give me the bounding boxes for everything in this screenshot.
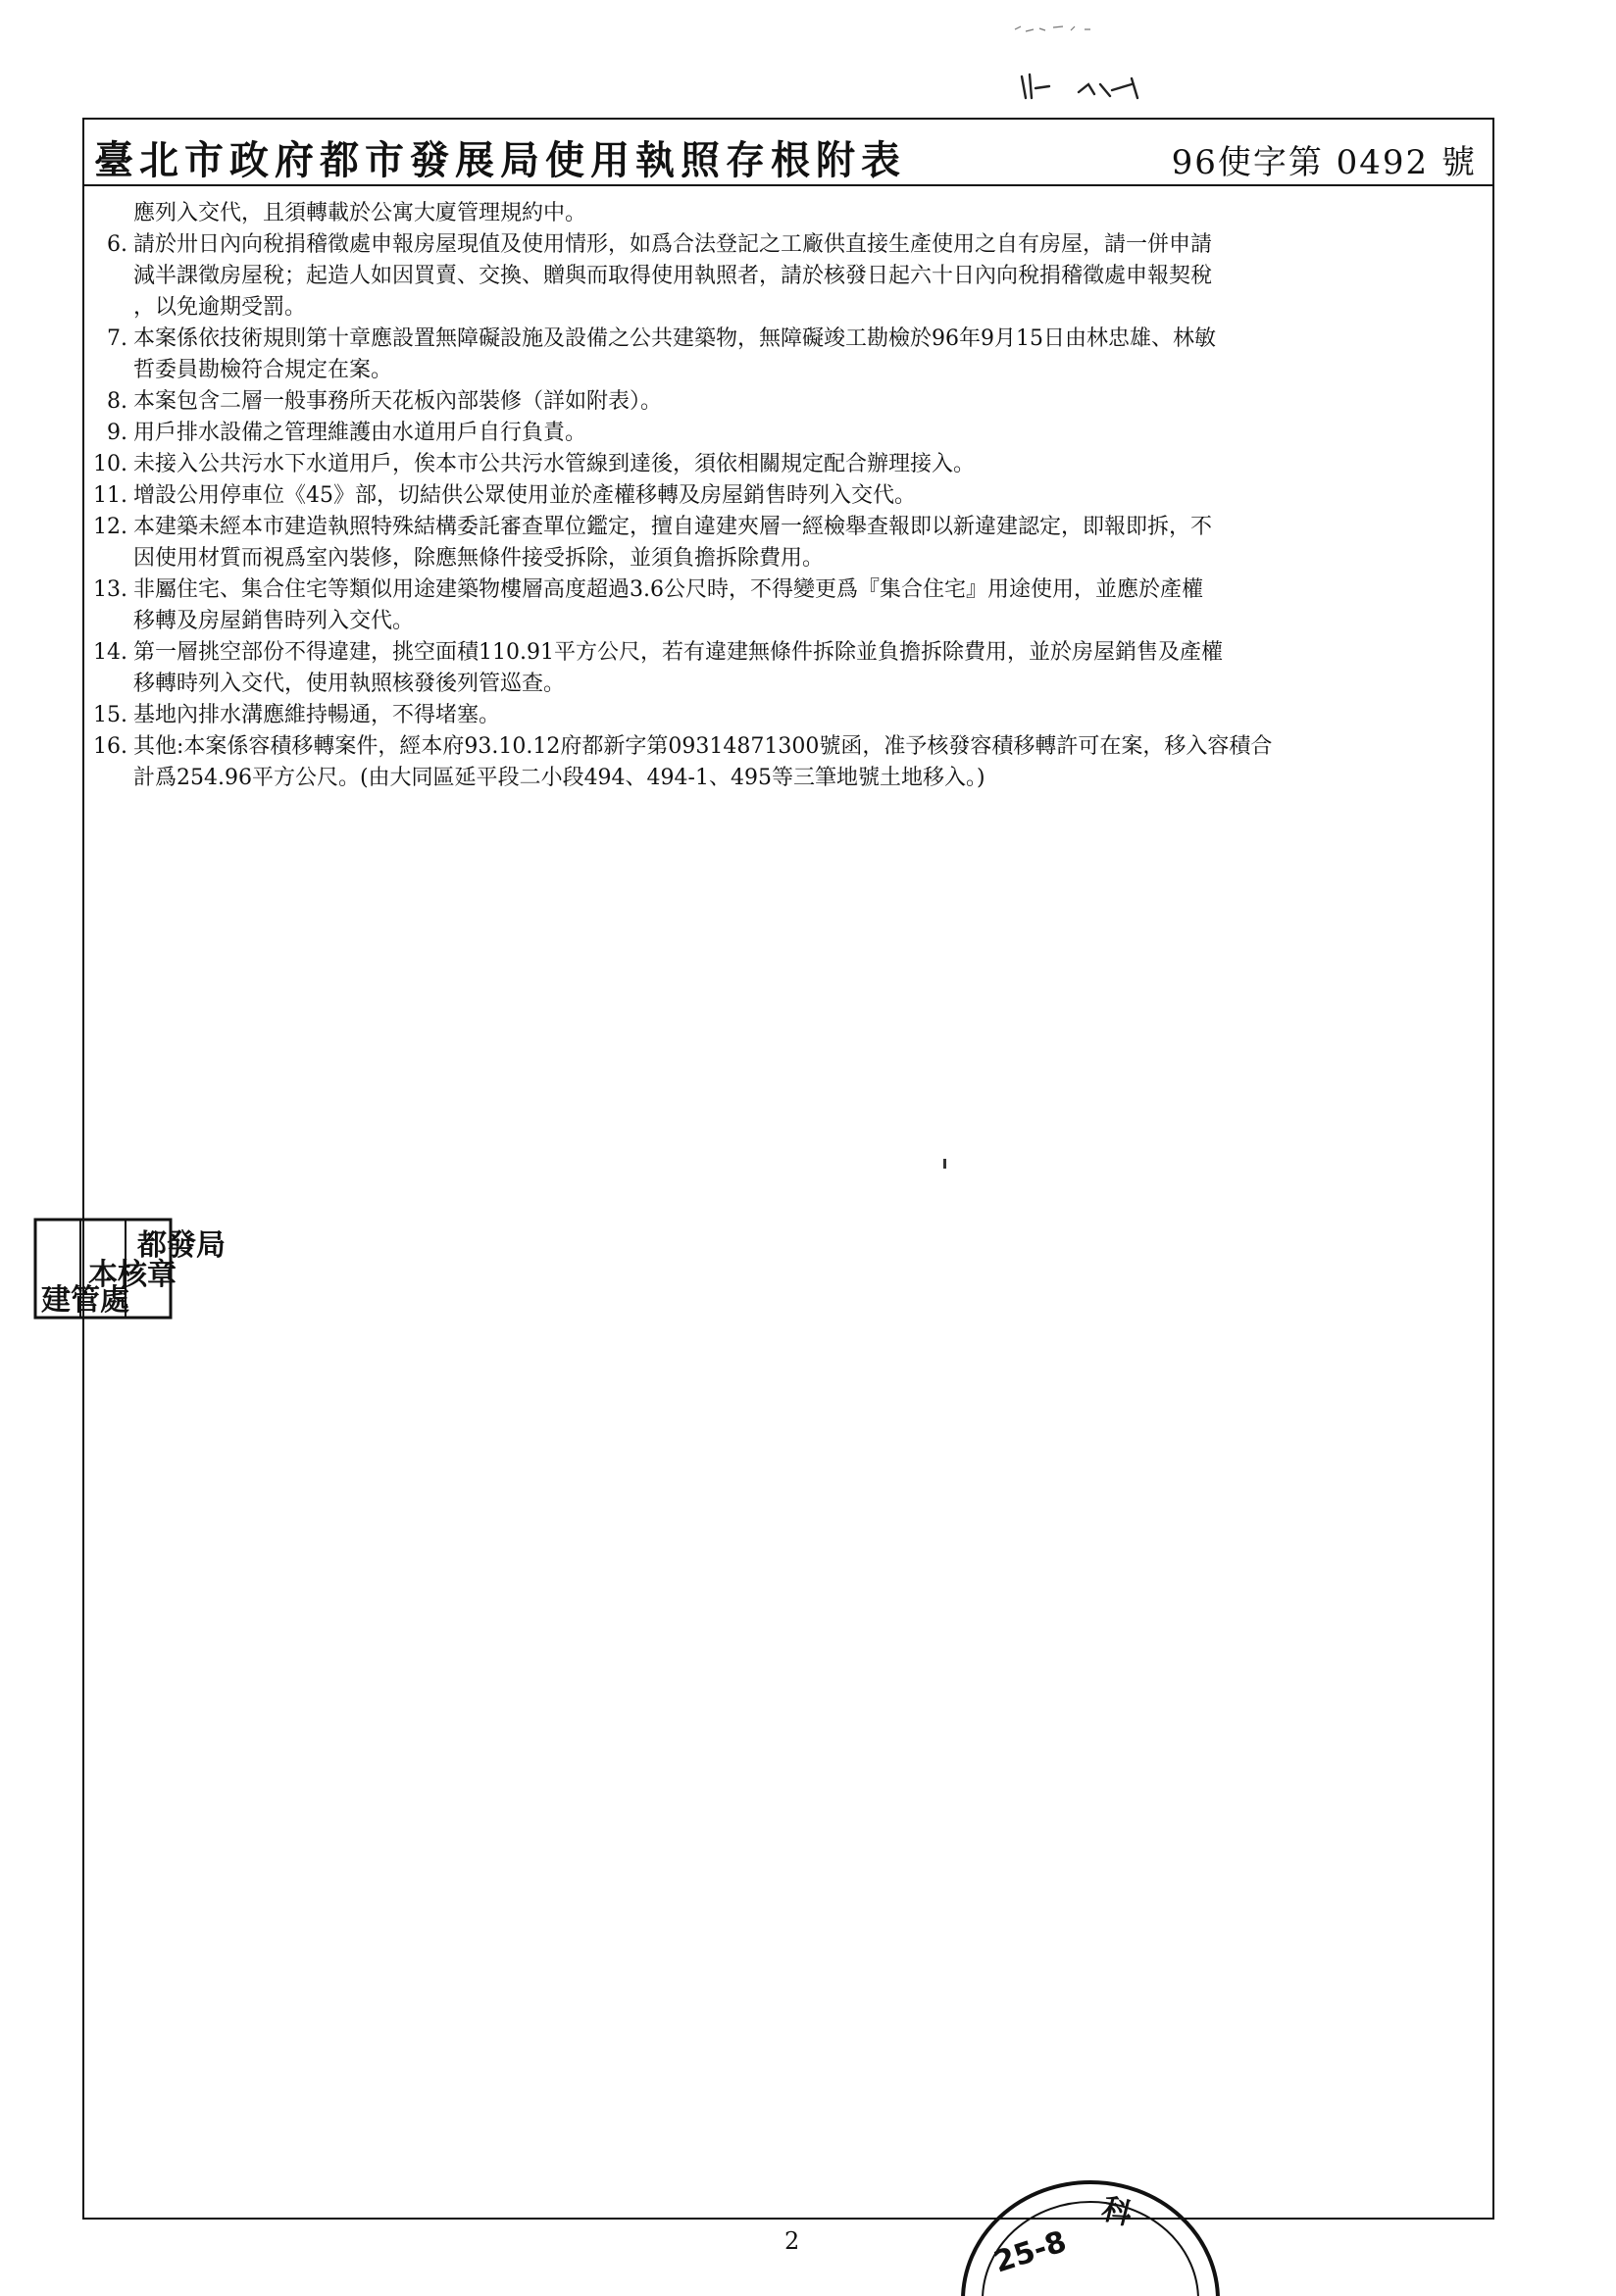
item-number: 15. bbox=[93, 703, 127, 727]
item-number: 9. bbox=[107, 421, 127, 445]
item-number: 8. bbox=[107, 389, 127, 414]
seal-text: 25-8 bbox=[989, 2224, 1071, 2280]
svg-text:25-8 bbox=[990, 2224, 1071, 2279]
item-number: 10. bbox=[93, 452, 127, 476]
item-line: 計爲254.96平方公尺。(由大同區延平段二小段494、494-1、495等三筆地號土地移入。) bbox=[133, 766, 985, 790]
item-line: 請於卅日內向稅捐稽徵處申報房屋現值及使用情形，如爲合法登記之工廠供直接生產使用之自有房屋，請一併申請 bbox=[133, 232, 1213, 257]
item-number: 16. bbox=[93, 734, 127, 759]
item-number: 12. bbox=[93, 515, 127, 539]
svg-text:科 bbox=[1098, 2192, 1136, 2232]
item-number: 7. bbox=[107, 326, 127, 351]
item-line: 未接入公共污水下水道用戶，俟本市公共污水管線到達後，須依相關規定配合辦理接入。 bbox=[133, 452, 976, 476]
seal-char-column: 本核章 bbox=[88, 1258, 177, 1292]
seal-char-column: 都發局 bbox=[137, 1228, 226, 1263]
item-line: 因使用材質而視爲室內裝修，除應無條件接受拆除，並須負擔拆除費用。 bbox=[133, 546, 825, 571]
continuation-text: 應列入交代，且須轉載於公寓大廈管理規約中。 bbox=[133, 201, 587, 225]
list-item-13 bbox=[84, 574, 1492, 637]
item-line: 基地內排水溝應維持暢通，不得堵塞。 bbox=[133, 703, 501, 727]
title-row bbox=[84, 120, 1492, 186]
list-item-7 bbox=[84, 324, 1492, 386]
item-number: 11. bbox=[93, 483, 127, 508]
list-item-10 bbox=[84, 449, 1492, 480]
item-line: 移轉及房屋銷售時列入交代。 bbox=[133, 609, 415, 633]
list-item-6 bbox=[84, 229, 1492, 324]
svg-text:建管處 bbox=[41, 1283, 129, 1318]
list-item-14 bbox=[84, 637, 1492, 700]
item-line: 其他:本案係容積移轉案件，經本府93.10.12府都新字第09314871300號函，准予核發容積移轉許可在案，移入容積合 bbox=[133, 734, 1273, 759]
list-item-15 bbox=[84, 700, 1492, 731]
list-item-12 bbox=[84, 512, 1492, 574]
page-number: 2 bbox=[784, 2227, 800, 2255]
item-line: ，以免逾期受罰。 bbox=[133, 295, 307, 320]
handwritten-marks bbox=[1010, 20, 1177, 114]
list-item-16 bbox=[84, 731, 1492, 794]
official-seal-stamp bbox=[29, 1216, 226, 1323]
item-line: 移轉時列入交代，使用執照核發後列管巡查。 bbox=[133, 672, 566, 696]
round-seal-stamp bbox=[953, 2163, 1208, 2292]
list-item-8 bbox=[84, 386, 1492, 418]
item-number: 14. bbox=[93, 640, 127, 665]
item-line: 非屬住宅、集合住宅等類似用途建築物樓層高度超過3.6公尺時，不得變更爲『集合住宅』用途使用，並應於產權 bbox=[133, 577, 1203, 602]
item-number: 13. bbox=[93, 577, 127, 602]
list-item-9 bbox=[84, 418, 1492, 449]
seal-char-column: 建管處 bbox=[41, 1283, 129, 1318]
item-line: 減半課徵房屋稅；起造人如因買賣、交換、贈與而取得使用執照者，請於核發日起六十日內向稅捐稽徵處申報契稅 bbox=[133, 264, 1213, 288]
seal-text: 科 bbox=[1098, 2191, 1136, 2233]
item-line: 第一層挑空部份不得違建，挑空面積110.91平方公尺，若有違建無條件拆除並負擔拆除費用，並於房屋銷售及產權 bbox=[133, 640, 1223, 665]
item-line: 用戶排水設備之管理維護由水道用戶自行負責。 bbox=[133, 421, 587, 445]
document-title: 臺北市政府都市發展局使用執照存根附表 bbox=[94, 137, 906, 183]
item-number: 6. bbox=[107, 232, 127, 257]
item-line: 增設公用停車位《45》部，切結供公眾使用並於產權移轉及房屋銷售時列入交代。 bbox=[133, 483, 916, 508]
permit-number: 96使字第 0492 號 bbox=[1171, 143, 1477, 182]
conditions-list bbox=[84, 198, 1492, 794]
item-line: 本案包含二層一般事務所天花板內部裝修（詳如附表）。 bbox=[133, 389, 663, 414]
list-item-11 bbox=[84, 480, 1492, 512]
item-line: 本案係依技術規則第十章應設置無障礙設施及設備之公共建築物，無障礙竣工勘檢於96年9月15日由林忠雄、林敏 bbox=[133, 326, 1216, 351]
document-frame bbox=[82, 118, 1494, 2220]
item-line: 本建築未經本市建造執照特殊結構委託審查單位鑑定，擅自違建夾層一經檢舉查報即以新違建認定，即報即拆，不 bbox=[133, 515, 1213, 539]
item-line: 哲委員勘檢符合規定在案。 bbox=[133, 358, 393, 382]
scan-speck bbox=[943, 1159, 946, 1169]
